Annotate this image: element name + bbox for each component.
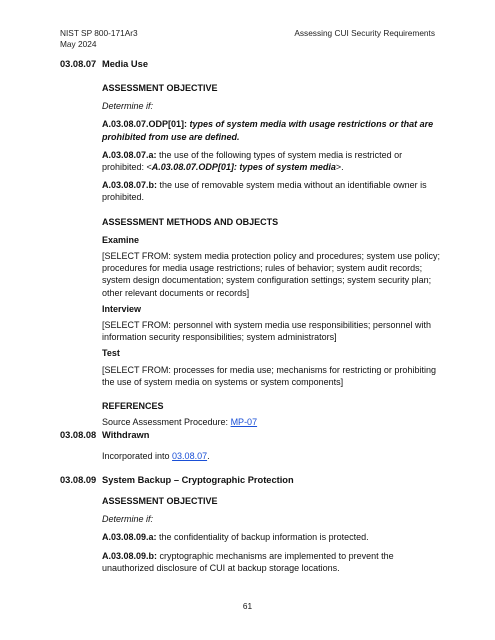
objective-a-parameter: A.03.08.07.ODP[01]: types of system media	[151, 162, 336, 173]
section-body	[102, 450, 440, 462]
assessment-objective-heading: ASSESSMENT OBJECTIVE	[102, 83, 218, 93]
test-text: [SELECT FROM: processes for media use; mechanisms for restricting or prohibiting the use of system media on systems or system components]	[102, 364, 436, 387]
odp-label: A.03.08.07.ODP[01]:	[102, 119, 188, 130]
assessment-objective-heading: ASSESSMENT OBJECTIVE	[102, 496, 218, 506]
objective-b	[102, 179, 440, 203]
examine-text: [SELECT FROM: system media protection policy and procedures; system use policy; procedures for media usage restrictions; rules of behavior; system audit records; system design documentation; system configuration settings; system security plan; other relevant documents or records]	[102, 251, 440, 298]
methods-heading: ASSESSMENT METHODS AND OBJECTS	[102, 216, 279, 227]
objective-b-text: the use of removable system media without an identifiable owner is prohibited.	[102, 180, 427, 203]
objective-a	[102, 531, 440, 543]
section-03-08-07-link[interactable]: 03.08.07	[172, 451, 208, 461]
test-label: Test	[102, 348, 120, 359]
section-body	[102, 82, 440, 428]
determine-if: Determine if:	[102, 101, 154, 112]
examine-label: Examine	[102, 234, 140, 245]
objective-a	[102, 149, 440, 173]
section-03-08-09	[60, 474, 440, 574]
section-03-08-08	[60, 429, 440, 462]
odp-paragraph	[102, 118, 440, 142]
section-title: System Backup – Cryptographic Protection	[102, 475, 294, 485]
section-heading	[60, 58, 440, 70]
objective-b-label: A.03.08.07.b:	[102, 180, 158, 191]
references-text	[102, 416, 440, 428]
section-title: Withdrawn	[102, 430, 150, 440]
mp-07-link[interactable]: MP-07	[230, 417, 258, 428]
section-number: 03.08.07	[60, 59, 97, 69]
determine-if: Determine if:	[102, 514, 154, 525]
odp-text: types of system media with usage restrictions or that are prohibited from use are defined.	[102, 119, 434, 142]
references-heading: REFERENCES	[102, 401, 164, 412]
running-header-right: Assessing CUI Security Requirements	[294, 28, 435, 38]
doc-id: NIST SP 800-171Ar3	[60, 28, 138, 38]
objective-a-text: the use of the following types of system media is restricted or prohibited: <	[102, 149, 403, 173]
section-03-08-07	[60, 58, 440, 428]
objective-b-text: cryptographic mechanisms are implemented to prevent the unauthorized disclosure of CUI at backup storage locations.	[102, 550, 394, 573]
section-number: 03.08.09	[60, 475, 97, 485]
withdrawn-text	[102, 450, 440, 462]
interview-label: Interview	[102, 303, 142, 314]
page-number: 61	[242, 601, 253, 611]
references-label: Source Assessment Procedure:	[102, 417, 231, 428]
objective-a-text: the confidentiality of backup information is protected.	[156, 532, 369, 543]
objective-a-label: A.03.08.07.a:	[102, 149, 157, 160]
interview-text: [SELECT FROM: personnel with system media use responsibilities; personnel with information security responsibilities; system administrators]	[102, 320, 431, 343]
withdrawn-end: .	[207, 451, 210, 461]
section-title: Media Use	[102, 59, 148, 69]
objective-b	[102, 550, 440, 574]
withdrawn-label: Incorporated into	[102, 451, 173, 461]
objective-a-end: >.	[335, 162, 344, 173]
objective-a-label: A.03.08.09.a:	[102, 532, 157, 543]
objective-b-label: A.03.08.09.b:	[102, 550, 158, 561]
doc-date: May 2024	[60, 39, 97, 49]
section-heading	[60, 474, 440, 486]
section-heading	[60, 429, 440, 441]
running-header-left	[60, 28, 138, 50]
section-number: 03.08.08	[60, 430, 97, 440]
section-body	[102, 495, 440, 574]
